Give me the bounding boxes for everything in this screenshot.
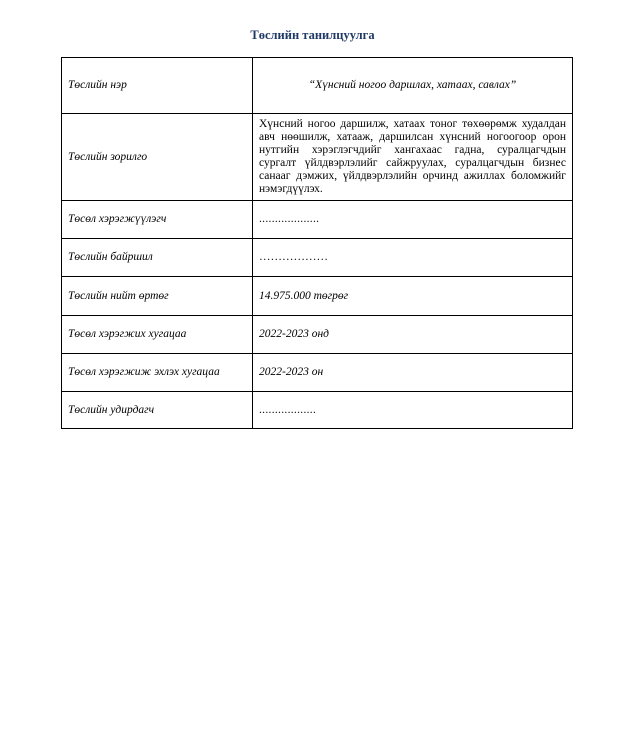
project-info-table xyxy=(61,57,573,429)
row-label-project-lead: Төслийн удирдагч xyxy=(62,392,253,429)
row-value-project-lead: .................. xyxy=(253,392,573,429)
row-label-duration: Төсөл хэрэгжих хугацаа xyxy=(62,316,253,354)
table-row xyxy=(62,316,573,354)
table-row xyxy=(62,201,573,239)
table-row xyxy=(62,58,573,114)
table-row xyxy=(62,114,573,201)
row-label-implementer: Төсөл хэрэгжүүлэгч xyxy=(62,201,253,239)
table-row xyxy=(62,392,573,429)
row-label-total-cost: Төслийн нийт өртөг xyxy=(62,277,253,316)
row-label-start-time: Төсөл хэрэгжиж эхлэх хугацаа xyxy=(62,354,253,392)
row-label-location: Төслийн байршил xyxy=(62,239,253,277)
row-value-implementer: ................... xyxy=(253,201,573,239)
table-row xyxy=(62,277,573,316)
row-value-duration: 2022-2023 онд xyxy=(253,316,573,354)
row-value-total-cost: 14.975.000 төгрөг xyxy=(253,277,573,316)
table-row xyxy=(62,354,573,392)
row-value-project-name: “Хүнсний ногоо даршлах, хатаах, савлах” xyxy=(253,58,573,114)
row-value-project-goal: Хүнсний ногоо даршилж, хатаах тоног төхөөрөмж худалдан авч нөөшилж, хатааж, даршилсан хүнсний ногоогоор орон нутгийн хэрэглэгчдийг хангахаас гадна, суралцагчдын сургалт үйлдвэрлэлийг сайжруулах, суралцагчдын бизнес санааг дэмжих, үйлдвэрлэлийн орчинд ажиллах боломжийг нэмэгдүүлэх. xyxy=(253,114,573,201)
row-value-start-time: 2022-2023 он xyxy=(253,354,573,392)
row-value-location: ……………… xyxy=(253,239,573,277)
table-row xyxy=(62,239,573,277)
row-label-project-goal: Төслийн зорилго xyxy=(62,114,253,201)
row-label-project-name: Төслийн нэр xyxy=(62,58,253,114)
document-title: Төслийн танилцуулга xyxy=(250,28,375,42)
